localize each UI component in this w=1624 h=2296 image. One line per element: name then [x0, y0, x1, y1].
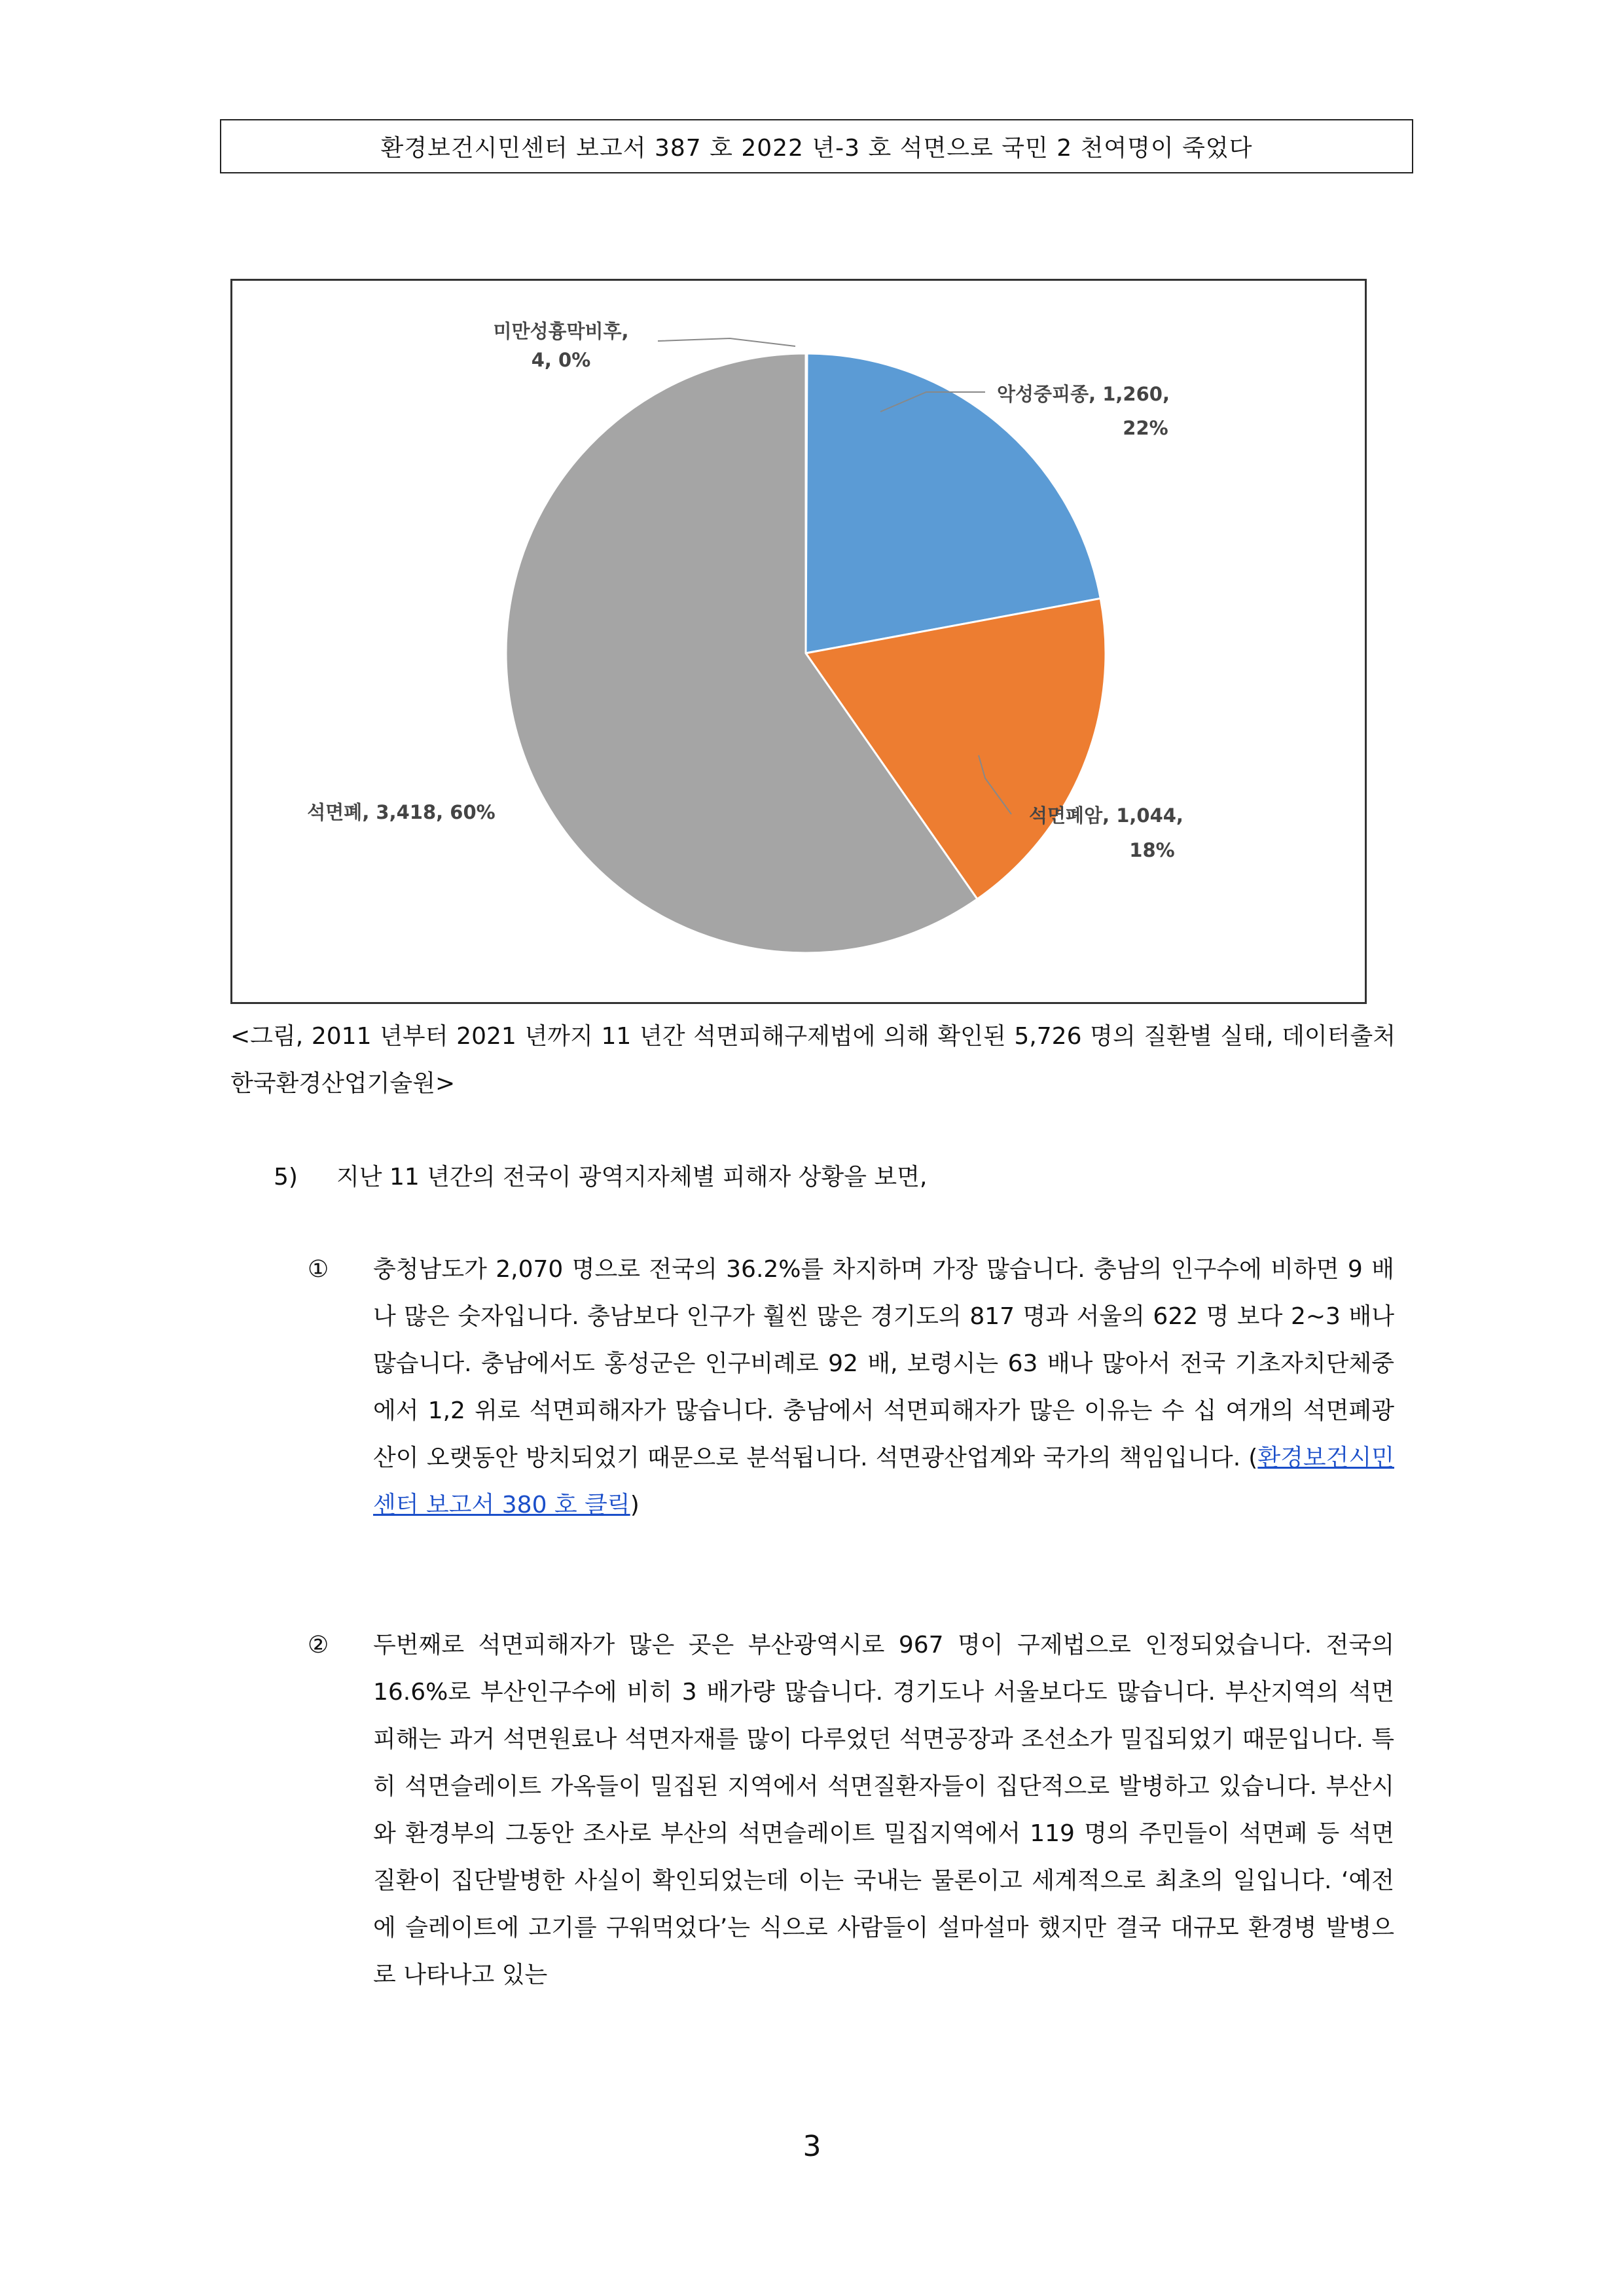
- paragraph-2-marker: ②: [308, 1632, 329, 1659]
- paragraph-2: [308, 1622, 1394, 1999]
- report-380-link[interactable]: 환경보건시민센터 보고서 380 호 클릭: [373, 1444, 1394, 1518]
- label-lungcancer-line1: 석면폐암, 1,044,: [1029, 804, 1183, 827]
- paragraph-1: [308, 1246, 1394, 1529]
- label-asbestosis: 석면폐, 3,418, 60%: [307, 801, 496, 823]
- paragraph-1-text: 충청남도가 2,070 명으로 전국의 36.2%를 차지하며 가장 많습니다. 충남의 인구수에 비하면 9 배나 많은 숫자입니다. 충남보다 인구가 훨씬 많은 경기도의 817 명과 서울의 622 명 보다 2~3 배나 많습니다. 충남에서도 홍성군은 인구비례로 92 배, 보령시는 63 배나 많아서 전국 기초자치단체중에서 1,2 위로 석면피해자가 많습니다. 충남에서 석면피해자가 많은 이유는 수 십 여개의 석면폐광산이 오랫동안 방치되었기 때문으로 분석됩니다. 석면광산업계와 국가의 책임입니다. (: [373, 1256, 1394, 1471]
- label-diffuse-line1: 미만성흉막비후,: [493, 320, 629, 342]
- report-header: [220, 119, 1413, 173]
- figure-caption: <그림, 2011 년부터 2021 년까지 11 년간 석면피해구제법에 의해 확인된 5,726 명의 질환별 실태, 데이터출처 한국환경산업기술원>: [230, 1023, 1396, 1097]
- section-5-number: 5): [274, 1164, 298, 1191]
- section-5: [274, 1154, 1452, 1201]
- section-5-text: 지난 11 년간의 전국이 광역지자체별 피해자 상황을 보면,: [336, 1164, 928, 1191]
- label-meso-line1: 악성중피종, 1,260,: [997, 383, 1170, 405]
- page-number: 3: [803, 2130, 821, 2163]
- report-title: 환경보건시민센터 보고서 387 호 2022 년-3 호 석면으로 국민 2 천여명이 죽었다: [380, 135, 1253, 162]
- label-lungcancer-line2: 18%: [1129, 839, 1175, 861]
- paragraph-1-marker: ①: [308, 1256, 329, 1283]
- paragraph-2-text: 두번째로 석면피해자가 많은 곳은 부산광역시로 967 명이 구제법으로 인정되었습니다. 전국의 16.6%로 부산인구수에 비히 3 배가량 많습니다. 경기도나 서울보다도 많습니다. 부산지역의 석면피해는 과거 석면원료나 석면자재를 많이 다루었던 석면공장과 조선소가 밀집되었기 때문입니다. 특히 석면슬레이트 가옥들이 밀집된 지역에서 석면질환자들이 집단적으로 발병하고 있습니다. 부산시와 환경부의 그동안 조사로 부산의 석면슬레이트 밀집지역에서 119 명의 주민들이 석면폐 등 석면질환이 집단발병한 사실이 확인되었는데 이는 국내는 물론이고 세계적으로 최초의 일입니다. ‘예전에 슬레이트에 고기를 구워먹었다’는 식으로 사람들이 설마설마 했지만 결국 대규모 환경병 발병으로 나타나고 있는: [373, 1632, 1394, 1988]
- label-meso-line2: 22%: [1123, 417, 1168, 439]
- pie-chart: [232, 281, 1369, 1006]
- leader-line-diffuse: [658, 338, 795, 346]
- pie-chart-frame: [230, 279, 1367, 1004]
- label-diffuse-line2: 4, 0%: [531, 349, 591, 371]
- paragraph-1-close: ): [630, 1492, 640, 1518]
